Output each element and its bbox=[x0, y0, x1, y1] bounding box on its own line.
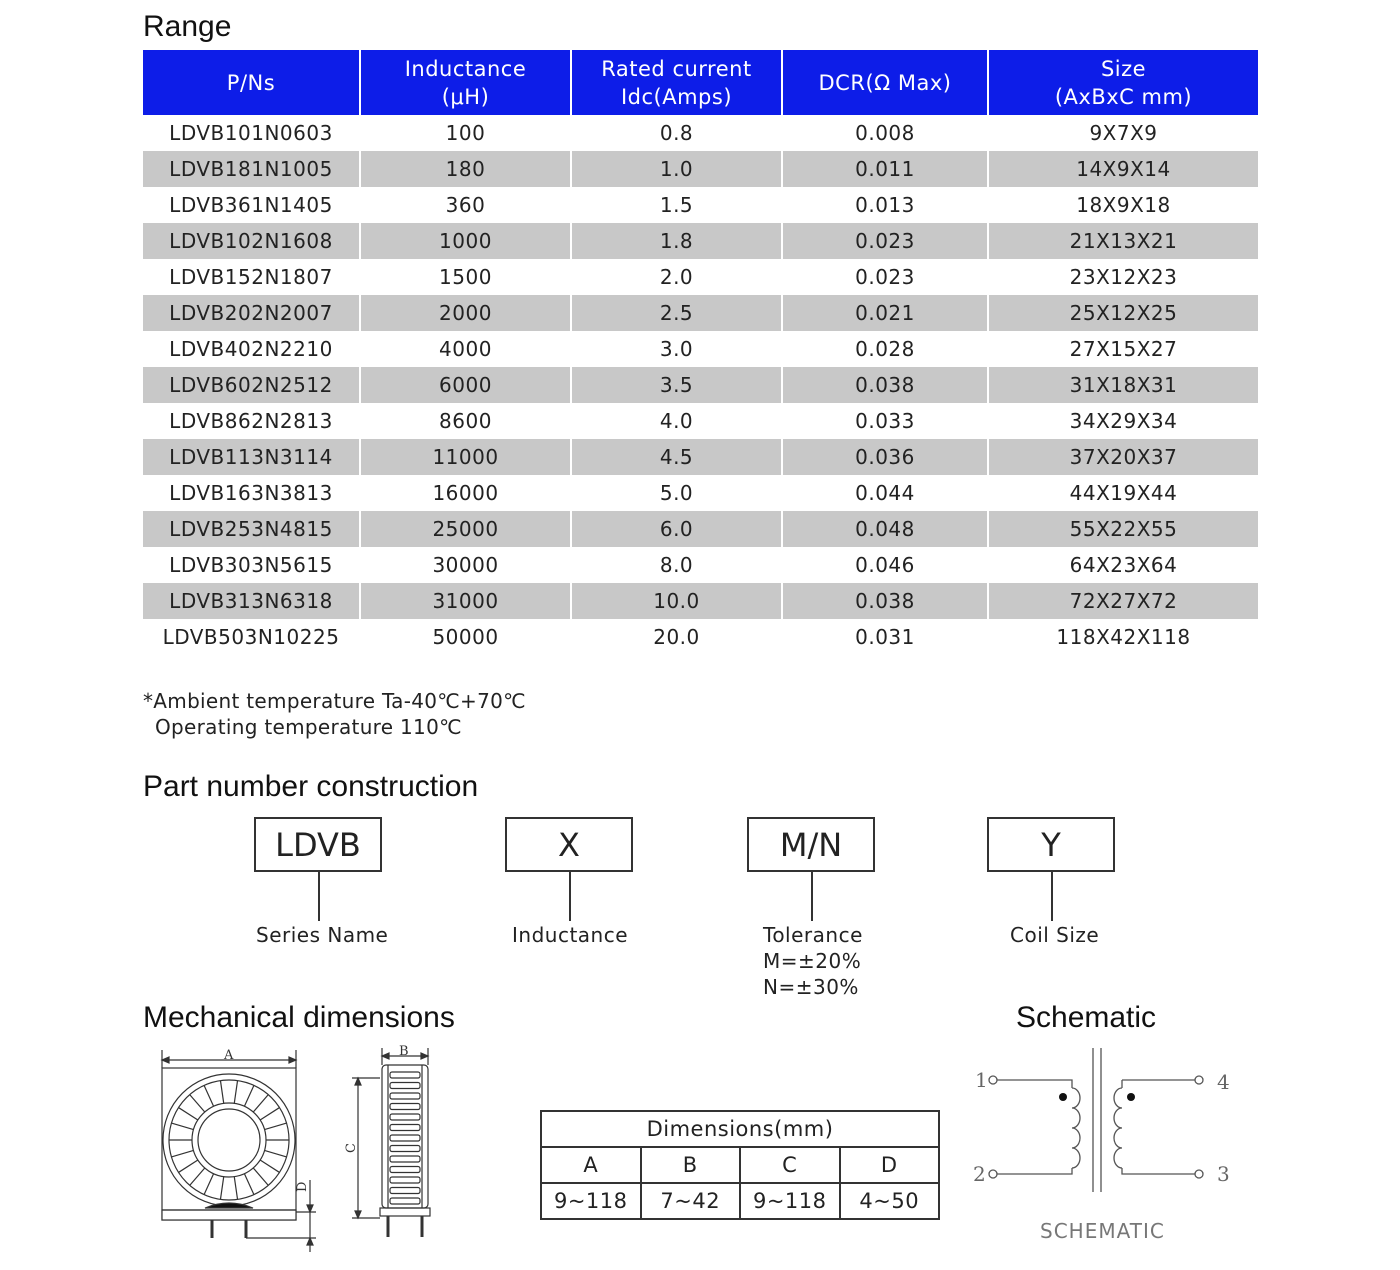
table-cell: 360 bbox=[360, 187, 571, 223]
range-table-header bbox=[143, 50, 1258, 115]
table-cell: 0.033 bbox=[782, 403, 988, 439]
table-cell: 14X9X14 bbox=[988, 151, 1258, 187]
table-cell: LDVB181N1005 bbox=[143, 151, 360, 187]
range-table bbox=[143, 50, 1258, 655]
table-cell: 2000 bbox=[360, 295, 571, 331]
table-cell: 0.038 bbox=[782, 367, 988, 403]
pn-connector-tolerance bbox=[811, 872, 813, 921]
table-cell: LDVB303N5615 bbox=[143, 547, 360, 583]
table-cell: 1000 bbox=[360, 223, 571, 259]
table-cell: 23X12X23 bbox=[1069, 265, 1178, 289]
pin-2-label: 2 bbox=[973, 1162, 986, 1186]
range-col-header-1 bbox=[360, 50, 571, 115]
table-cell: 0.023 bbox=[782, 223, 988, 259]
range-col-header-line: Size bbox=[1100, 56, 1147, 81]
pin-1-label: 1 bbox=[975, 1068, 988, 1092]
table-cell: 2.5 bbox=[571, 295, 782, 331]
pin-3-label: 3 bbox=[1217, 1162, 1230, 1186]
dimensions-header-a: A bbox=[541, 1147, 641, 1183]
dimensions-value-c: 9~118 bbox=[740, 1183, 840, 1219]
dimensions-header-b: B bbox=[641, 1147, 741, 1183]
pn-box-tolerance: M/N bbox=[747, 817, 875, 872]
table-cell: 0.008 bbox=[782, 115, 988, 151]
table-cell: 0.046 bbox=[782, 547, 988, 583]
range-col-header-2 bbox=[571, 50, 782, 115]
table-cell: LDVB361N1405 bbox=[143, 187, 360, 223]
range-col-header-4 bbox=[988, 50, 1258, 115]
table-cell: 64X23X64 bbox=[1069, 553, 1178, 577]
toroid-front-view-drawing bbox=[150, 1040, 330, 1255]
table-row bbox=[143, 223, 1258, 259]
table-row bbox=[143, 151, 1258, 187]
table-row bbox=[143, 547, 1258, 583]
table-cell: 4.5 bbox=[571, 439, 782, 475]
toroid-side-view-drawing bbox=[340, 1040, 440, 1250]
table-row bbox=[143, 619, 1258, 655]
table-cell: 118X42X118 bbox=[1056, 625, 1191, 649]
range-col-header-0 bbox=[143, 50, 360, 115]
dimensions-header-c: C bbox=[740, 1147, 840, 1183]
table-cell: 0.036 bbox=[782, 439, 988, 475]
dimensions-value-a: 9~118 bbox=[541, 1183, 641, 1219]
table-cell: 18X9X18 bbox=[1076, 193, 1171, 217]
table-cell: 31000 bbox=[360, 583, 571, 619]
table-cell: 9X7X9 bbox=[1089, 121, 1158, 145]
tolerance-m: M=±20% bbox=[763, 949, 862, 973]
table-cell: 37X20X37 bbox=[988, 439, 1258, 475]
schematic-title: Schematic bbox=[1016, 1001, 1157, 1034]
dimensions-caption: Dimensions(mm) bbox=[541, 1111, 939, 1147]
dimensions-value-d: 4~50 bbox=[840, 1183, 940, 1219]
dimensions-header-d: D bbox=[840, 1147, 940, 1183]
table-cell: 0.038 bbox=[782, 583, 988, 619]
range-col-header-line: (μH) bbox=[441, 84, 490, 109]
tolerance-label: Tolerance bbox=[763, 923, 863, 947]
table-row bbox=[143, 439, 1258, 475]
table-cell: 5.0 bbox=[571, 475, 782, 511]
table-cell: 55X22X55 bbox=[988, 511, 1258, 547]
table-cell: 0.028 bbox=[782, 331, 988, 367]
table-cell: 180 bbox=[360, 151, 571, 187]
range-col-header-line: Inductance bbox=[404, 56, 527, 81]
dimensions-table bbox=[540, 1110, 940, 1220]
pn-box-inductance: X bbox=[505, 817, 633, 872]
table-cell: 6.0 bbox=[571, 511, 782, 547]
table-cell: 25X12X25 bbox=[988, 295, 1258, 331]
table-cell: 0.013 bbox=[782, 187, 988, 223]
table-row bbox=[143, 295, 1258, 331]
range-col-header-3 bbox=[782, 50, 988, 115]
table-cell: 8600 bbox=[360, 403, 571, 439]
dimensions-header-row bbox=[541, 1147, 939, 1183]
note-line-operating: Operating temperature 110℃ bbox=[155, 715, 462, 739]
pn-connector-inductance bbox=[569, 872, 571, 921]
table-cell: LDVB503N10225 bbox=[143, 619, 360, 655]
table-cell: 10.0 bbox=[571, 583, 782, 619]
table-cell: 1500 bbox=[360, 259, 571, 295]
table-cell: LDVB402N2210 bbox=[143, 331, 360, 367]
pn-label-inductance: Inductance bbox=[512, 923, 629, 947]
table-cell: 4000 bbox=[360, 331, 571, 367]
table-cell: 1.0 bbox=[571, 151, 782, 187]
table-row bbox=[143, 187, 1258, 223]
table-cell: 50000 bbox=[360, 619, 571, 655]
range-col-header-line: Rated current bbox=[601, 56, 752, 81]
table-cell: 2.0 bbox=[571, 259, 782, 295]
dim-label-a: A bbox=[224, 1048, 234, 1063]
note-line-ambient: *Ambient temperature Ta-40℃+70℃ bbox=[143, 689, 526, 713]
table-cell: 31X18X31 bbox=[988, 367, 1258, 403]
pn-box-coil-size: Y bbox=[987, 817, 1115, 872]
table-cell: 0.023 bbox=[782, 259, 988, 295]
table-cell: 0.048 bbox=[782, 511, 988, 547]
table-cell: 8.0 bbox=[571, 547, 782, 583]
table-cell: 34X29X34 bbox=[1069, 409, 1178, 433]
part-number-title: Part number construction bbox=[143, 770, 479, 803]
table-cell: 27X15X27 bbox=[1069, 337, 1178, 361]
table-cell: 0.011 bbox=[782, 151, 988, 187]
table-cell: 21X13X21 bbox=[988, 223, 1258, 259]
range-col-header-line: Idc(Amps) bbox=[620, 84, 733, 109]
table-cell: 11000 bbox=[360, 439, 571, 475]
table-cell: 0.021 bbox=[782, 295, 988, 331]
range-title: Range bbox=[143, 10, 232, 43]
range-table-body bbox=[143, 115, 1258, 655]
pn-label-coil-size: Coil Size bbox=[1010, 923, 1100, 947]
dim-label-d: D bbox=[295, 1181, 310, 1192]
table-cell: 30000 bbox=[360, 547, 571, 583]
table-cell: 0.044 bbox=[782, 475, 988, 511]
table-row bbox=[143, 511, 1258, 547]
range-col-header-line: DCR(Ω Max) bbox=[818, 70, 952, 95]
pn-label-tolerance bbox=[763, 922, 863, 1000]
table-cell: 6000 bbox=[360, 367, 571, 403]
table-cell: 25000 bbox=[360, 511, 571, 547]
table-cell: 44X19X44 bbox=[1069, 481, 1178, 505]
range-col-header-line: (AxBxC mm) bbox=[1054, 84, 1193, 109]
temperature-note bbox=[143, 688, 526, 740]
table-cell: 3.5 bbox=[571, 367, 782, 403]
table-cell: 3.0 bbox=[571, 331, 782, 367]
table-row bbox=[143, 259, 1258, 295]
pn-label-series: Series Name bbox=[256, 923, 389, 947]
table-cell: 0.8 bbox=[571, 115, 782, 151]
tolerance-n: N=±30% bbox=[763, 975, 859, 999]
table-cell: LDVB163N3813 bbox=[143, 475, 360, 511]
table-cell: 100 bbox=[360, 115, 571, 151]
table-cell: LDVB253N4815 bbox=[143, 511, 360, 547]
table-cell: 1.8 bbox=[571, 223, 782, 259]
table-cell: LDVB113N3114 bbox=[143, 439, 360, 475]
table-row bbox=[143, 367, 1258, 403]
table-cell: LDVB102N1608 bbox=[143, 223, 360, 259]
table-cell: LDVB602N2512 bbox=[143, 367, 360, 403]
table-row bbox=[143, 115, 1258, 151]
range-col-header-line: P/Ns bbox=[226, 70, 276, 95]
table-cell: LDVB101N0603 bbox=[143, 115, 360, 151]
dimensions-value-b: 7~42 bbox=[641, 1183, 741, 1219]
table-cell: LDVB313N6318 bbox=[143, 583, 360, 619]
table-cell: LDVB202N2007 bbox=[143, 295, 360, 331]
table-cell: 0.031 bbox=[782, 619, 988, 655]
dim-label-c: C bbox=[344, 1143, 359, 1153]
pn-connector-series bbox=[318, 872, 320, 921]
transformer-schematic bbox=[965, 1040, 1245, 1255]
dimensions-value-row bbox=[541, 1183, 939, 1219]
table-row bbox=[143, 475, 1258, 511]
table-cell: 72X27X72 bbox=[988, 583, 1258, 619]
schematic-caption: SCHEMATIC bbox=[1040, 1219, 1165, 1243]
table-cell: 16000 bbox=[360, 475, 571, 511]
table-cell: 20.0 bbox=[571, 619, 782, 655]
mechanical-title: Mechanical dimensions bbox=[143, 1001, 455, 1034]
table-cell: LDVB862N2813 bbox=[143, 403, 360, 439]
table-cell: 1.5 bbox=[571, 187, 782, 223]
table-row bbox=[143, 583, 1258, 619]
dim-label-b: B bbox=[399, 1044, 409, 1059]
table-row bbox=[143, 331, 1258, 367]
table-row bbox=[143, 403, 1258, 439]
table-cell: 4.0 bbox=[571, 403, 782, 439]
table-cell: LDVB152N1807 bbox=[143, 259, 360, 295]
pin-4-label: 4 bbox=[1217, 1070, 1230, 1094]
pn-connector-coil-size bbox=[1051, 872, 1053, 921]
pn-box-series: LDVB bbox=[254, 817, 382, 872]
